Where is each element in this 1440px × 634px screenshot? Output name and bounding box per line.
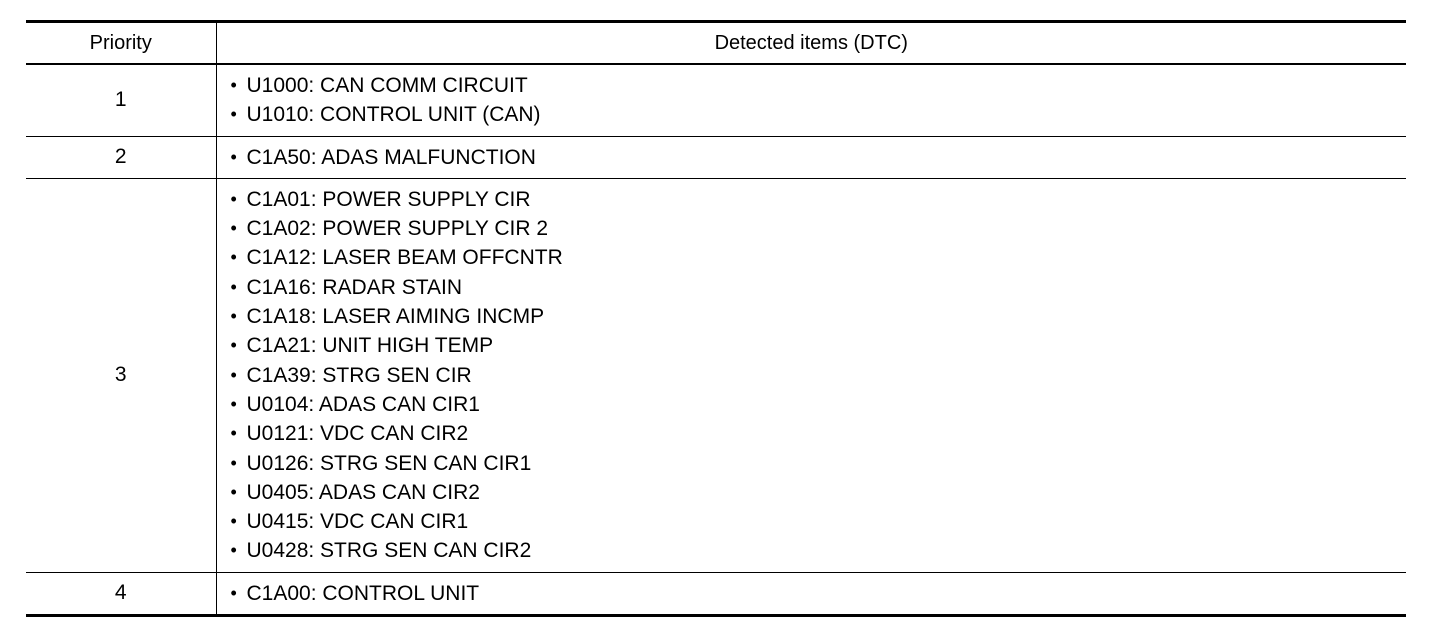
table-row [26, 178, 1406, 572]
dtc-item: • U0428: STRG SEN CAN CIR2 [231, 536, 1407, 565]
dtc-item: • C1A39: STRG SEN CIR [231, 361, 1407, 390]
priority-cell: 2 [26, 136, 216, 178]
dtc-list [217, 65, 1407, 136]
table-row [26, 136, 1406, 178]
dtc-item: • U1000: CAN COMM CIRCUIT [231, 71, 1407, 100]
dtc-item: • C1A16: RADAR STAIN [231, 273, 1407, 302]
dtc-item: • C1A50: ADAS MALFUNCTION [231, 143, 1407, 172]
detected-items-cell [216, 572, 1406, 615]
priority-cell: 1 [26, 64, 216, 136]
dtc-list [217, 573, 1407, 614]
dtc-item: • C1A12: LASER BEAM OFFCNTR [231, 243, 1407, 272]
table-header-row [26, 22, 1406, 65]
dtc-item: • U0126: STRG SEN CAN CIR1 [231, 449, 1407, 478]
detected-items-cell [216, 178, 1406, 572]
detected-items-column-header: Detected items (DTC) [216, 22, 1406, 65]
priority-column-header: Priority [26, 22, 216, 65]
dtc-list [217, 137, 1407, 178]
detected-items-cell [216, 64, 1406, 136]
dtc-item: • C1A21: UNIT HIGH TEMP [231, 331, 1407, 360]
dtc-item: • C1A02: POWER SUPPLY CIR 2 [231, 214, 1407, 243]
priority-cell: 4 [26, 572, 216, 615]
dtc-item: • U0415: VDC CAN CIR1 [231, 507, 1407, 536]
priority-cell: 3 [26, 178, 216, 572]
dtc-priority-table [26, 20, 1406, 617]
dtc-item: • U1010: CONTROL UNIT (CAN) [231, 100, 1407, 129]
table-row [26, 64, 1406, 136]
dtc-item: • U0121: VDC CAN CIR2 [231, 419, 1407, 448]
dtc-item: • C1A00: CONTROL UNIT [231, 579, 1407, 608]
dtc-item: • C1A01: POWER SUPPLY CIR [231, 185, 1407, 214]
dtc-list [217, 179, 1407, 572]
table-row [26, 572, 1406, 615]
dtc-item: • C1A18: LASER AIMING INCMP [231, 302, 1407, 331]
dtc-item: • U0405: ADAS CAN CIR2 [231, 478, 1407, 507]
detected-items-cell [216, 136, 1406, 178]
dtc-item: • U0104: ADAS CAN CIR1 [231, 390, 1407, 419]
dtc-priority-table-container [26, 20, 1406, 617]
